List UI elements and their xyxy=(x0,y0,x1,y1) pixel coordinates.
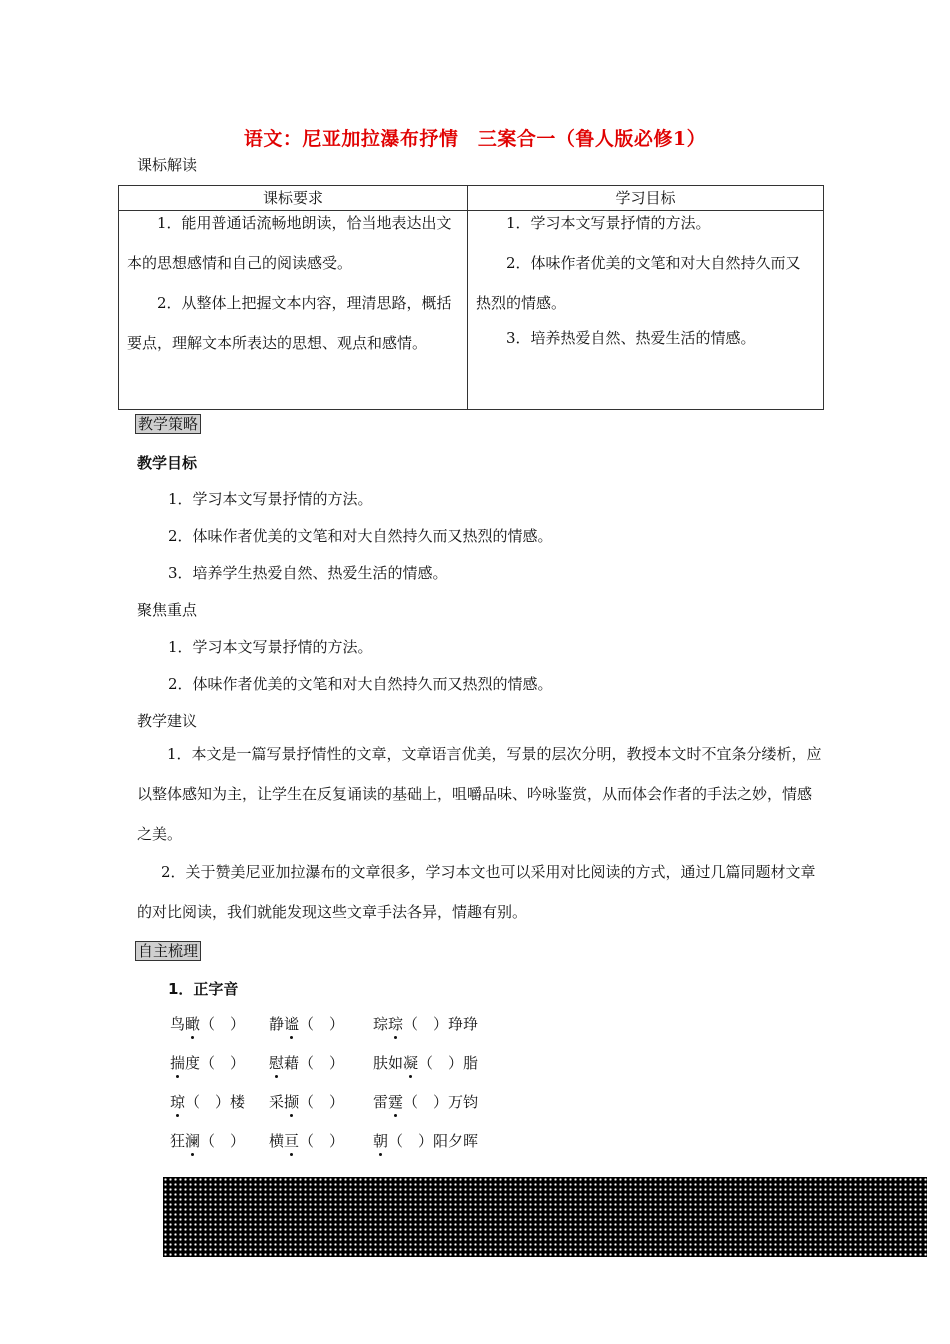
focus-item: 1．学习本文写景抒情的方法。 xyxy=(168,638,373,656)
dotted-character: 揣 xyxy=(170,1054,186,1072)
dotted-character: 澜 xyxy=(185,1132,201,1150)
pronunciation-item xyxy=(269,1052,344,1073)
table-cell-goals xyxy=(468,211,824,410)
pronunciation-suffix: （ ） xyxy=(299,1093,345,1111)
pronunciation-prefix: 静 xyxy=(269,1015,285,1033)
pronunciation-prefix: 肤如 xyxy=(373,1054,404,1072)
dotted-character: 慰 xyxy=(269,1054,285,1072)
strategy-label: 教学策略 xyxy=(135,414,201,434)
pronunciation-prefix: 采 xyxy=(269,1093,285,1111)
focus-heading: 聚焦重点 xyxy=(137,601,198,619)
pronunciation-heading: 1．正字音 xyxy=(168,980,239,998)
standards-table xyxy=(118,185,824,410)
pronunciation-prefix: 雷 xyxy=(373,1093,389,1111)
table-header-goals: 学习目标 xyxy=(468,186,824,211)
pronunciation-item xyxy=(269,1013,344,1034)
goal-item: 2．体味作者优美的文笔和对大自然持久而又热烈的情感。 xyxy=(168,527,553,545)
pronunciation-item xyxy=(269,1130,344,1151)
pronunciation-item xyxy=(170,1013,245,1034)
pronunciation-item xyxy=(373,1091,478,1112)
table-cell-requirements xyxy=(119,211,468,410)
dotted-character: 谧 xyxy=(284,1015,300,1033)
pronunciation-item xyxy=(170,1130,245,1151)
dotted-character: 瞰 xyxy=(185,1015,201,1033)
goal-item: 1．学习本文写景抒情的方法。 xyxy=(168,490,373,508)
pronunciation-prefix: 狂 xyxy=(170,1132,186,1150)
goal-paragraph: 1．学习本文写景抒情的方法。 xyxy=(506,214,711,232)
pronunciation-item xyxy=(373,1013,478,1034)
pronunciation-item xyxy=(373,1130,478,1151)
dotted-character: 亘 xyxy=(284,1132,300,1150)
focus-item: 2．体味作者优美的文笔和对大自然持久而又热烈的情感。 xyxy=(168,675,553,693)
pronunciation-suffix: （ ）阳夕晖 xyxy=(388,1132,479,1150)
pronunciation-suffix: （ ）楼 xyxy=(185,1093,246,1111)
suggest-paragraph: 1．本文是一篇写景抒情性的文章，文章语言优美，写景的层次分明，教授本文时不宜条分缕析，应以整体感知为主，让学生在反复诵读的基础上，咀嚼品味、吟咏鉴赏，从而体会作者的手法之妙，情感之美。 xyxy=(137,745,822,843)
requirement-paragraph: 1．能用普通话流畅地朗读，恰当地表达出文本的思想感情和自己的阅读感受。 xyxy=(127,214,452,272)
pronunciation-suffix: （ ） xyxy=(200,1015,246,1033)
dotted-character: 琮 xyxy=(388,1015,404,1033)
pronunciation-suffix: （ ） xyxy=(200,1132,246,1150)
pronunciation-suffix: 度（ ） xyxy=(185,1054,246,1072)
goal-paragraph: 3．培养热爱自然、热爱生活的情感。 xyxy=(506,329,756,347)
suggest-paragraph: 2．关于赞美尼亚加拉瀑布的文章很多，学习本文也可以采用对比阅读的方式，通过几篇同题材文章的对比阅读，我们就能发现这些文章手法各异，情趣有别。 xyxy=(137,863,816,921)
decorative-pattern-band xyxy=(163,1177,927,1257)
table-header-requirements: 课标要求 xyxy=(119,186,468,211)
pronunciation-suffix: （ ）万钧 xyxy=(403,1093,479,1111)
pronunciation-prefix: 琮 xyxy=(373,1015,389,1033)
goal-item: 3．培养学生热爱自然、热爱生活的情感。 xyxy=(168,564,448,582)
goal-paragraph: 2．体味作者优美的文笔和对大自然持久而又热烈的情感。 xyxy=(476,254,801,312)
pronunciation-suffix: （ ）琤琤 xyxy=(403,1015,479,1033)
self-study-label: 自主梳理 xyxy=(135,941,201,961)
requirement-paragraph: 2．从整体上把握文本内容，理清思路，概括要点，理解文本所表达的思想、观点和感情。 xyxy=(127,294,452,352)
pronunciation-prefix: 横 xyxy=(269,1132,285,1150)
pronunciation-prefix: 鸟 xyxy=(170,1015,186,1033)
dotted-character: 朝 xyxy=(373,1132,389,1150)
dotted-character: 撷 xyxy=(284,1093,300,1111)
goals-heading: 教学目标 xyxy=(137,454,198,472)
suggest-heading: 教学建议 xyxy=(137,712,198,730)
document-title: 语文：尼亚加拉瀑布抒情 三案合一（鲁人版必修1） xyxy=(243,128,707,150)
pronunciation-suffix: （ ） xyxy=(299,1132,345,1150)
dotted-character: 琼 xyxy=(170,1093,186,1111)
pronunciation-item xyxy=(373,1052,478,1073)
pronunciation-suffix: （ ） xyxy=(299,1015,345,1033)
pronunciation-item xyxy=(170,1052,245,1073)
section-label-standards: 课标解读 xyxy=(137,156,198,174)
pronunciation-suffix: 藉（ ） xyxy=(284,1054,345,1072)
dotted-character: 凝 xyxy=(403,1054,419,1072)
pronunciation-suffix: （ ）脂 xyxy=(418,1054,479,1072)
pronunciation-item xyxy=(170,1091,245,1112)
pronunciation-item xyxy=(269,1091,344,1112)
dotted-character: 霆 xyxy=(388,1093,404,1111)
